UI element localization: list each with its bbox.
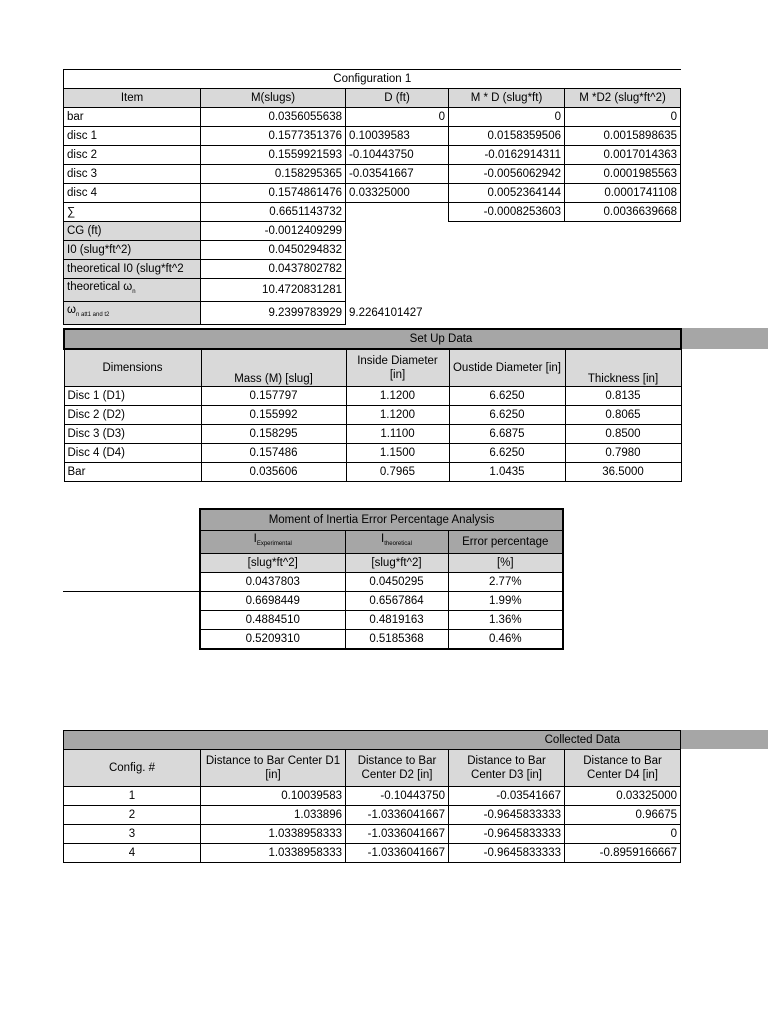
cell-d1: 1.0338958333: [201, 825, 346, 844]
cell-item: bar: [64, 108, 201, 127]
setup-header-dimensions: Dimensions: [64, 349, 201, 387]
cell-d3: -0.9645833333: [449, 844, 565, 863]
table-row: [64, 108, 681, 127]
cell-d: 0: [346, 108, 449, 127]
setup-header-outside-diameter: Oustide Diameter [in]: [449, 349, 565, 387]
divider-line: [63, 591, 200, 592]
table-row: [200, 630, 563, 650]
moi-title: Moment of Inertia Error Percentage Analysis: [200, 509, 563, 531]
omega-measured-value-2: 9.2264101427: [349, 306, 423, 319]
cell-dimension: Disc 2 (D2): [64, 406, 201, 425]
cell-theoretical: 0.0450295: [345, 573, 448, 592]
cell-d2: -0.10443750: [346, 787, 449, 806]
cell-config: 4: [64, 844, 201, 863]
cell-d2: -1.0336041667: [346, 844, 449, 863]
config1-header-row: [64, 89, 681, 108]
moi-header-row: [200, 531, 563, 554]
config1-header-d: D (ft): [346, 89, 449, 108]
theoretical-omega-value: 10.4720831281: [201, 279, 346, 302]
cell-mass: 0.035606: [201, 463, 346, 482]
cell-mass: 0.158295365: [201, 165, 346, 184]
collected-data-table: [63, 730, 681, 863]
collected-header-d1: Distance to Bar Center D1 [in]: [201, 750, 346, 787]
moi-header-experimental: $I_{Experimental}$: [200, 531, 345, 554]
cell-md2: 0.0017014363: [565, 146, 681, 165]
cell-inside-diameter: 1.1200: [346, 406, 449, 425]
table-row: [64, 787, 681, 806]
setup-header-inside-diameter: Inside Diameter [in]: [346, 349, 449, 387]
cell-experimental: 0.0437803: [200, 573, 345, 592]
config1-header-item: Item: [64, 89, 201, 108]
cell-item: disc 3: [64, 165, 201, 184]
omega-measured-value-1: 9.2399783929: [201, 302, 346, 325]
sum-md2: 0.0036639668: [565, 203, 681, 222]
cell-thickness: 0.8065: [565, 406, 681, 425]
cg-row: [64, 222, 681, 241]
cg-value: -0.0012409299: [201, 222, 346, 241]
config1-header-md: M * D (slug*ft): [449, 89, 565, 108]
cell-md2: 0: [565, 108, 681, 127]
cell-outside-diameter: 6.6250: [449, 444, 565, 463]
setup-header-row: [64, 349, 681, 387]
table-row: [64, 444, 681, 463]
cell-d2: -1.0336041667: [346, 806, 449, 825]
cell-experimental: 0.5209310: [200, 630, 345, 650]
moi-header-theoretical: $I_{theoretical}$: [345, 531, 448, 554]
cell-mass: 0.157486: [201, 444, 346, 463]
cell-error: 1.99%: [448, 592, 563, 611]
setup-header-thickness: Thickness [in]: [565, 349, 681, 387]
cell-error: 1.36%: [448, 611, 563, 630]
cell-d4: 0.03325000: [565, 787, 681, 806]
cell-md: 0: [449, 108, 565, 127]
cell-inside-diameter: 0.7965: [346, 463, 449, 482]
sum-row: [64, 203, 681, 222]
cell-d1: 0.10039583: [201, 787, 346, 806]
collected-title: Collected Data: [64, 731, 681, 750]
cell-mass: 0.1577351376: [201, 127, 346, 146]
collected-header-config: Config. #: [64, 750, 201, 787]
cell-d1: 1.033896: [201, 806, 346, 825]
table-row: [200, 611, 563, 630]
moi-unit: [%]: [448, 554, 563, 573]
cell-outside-diameter: 1.0435: [449, 463, 565, 482]
cell-d4: -0.8959166667: [565, 844, 681, 863]
moi-units-row: [200, 554, 563, 573]
sum-md: -0.0008253603: [449, 203, 565, 222]
table-row: [64, 184, 681, 203]
cell-config: 2: [64, 806, 201, 825]
configuration-1-table: [63, 69, 681, 325]
cell-error: 2.77%: [448, 573, 563, 592]
cell-theoretical: 0.4819163: [345, 611, 448, 630]
cell-item: disc 2: [64, 146, 201, 165]
cell-d: -0.10443750: [346, 146, 449, 165]
cell-d1: 1.0338958333: [201, 844, 346, 863]
config1-header-mass: M(slugs): [201, 89, 346, 108]
collected-header-row: [64, 750, 681, 787]
setup-data-table: [63, 328, 682, 482]
cell-md2: 0.0015898635: [565, 127, 681, 146]
cell-outside-diameter: 6.6875: [449, 425, 565, 444]
cell-item: disc 4: [64, 184, 201, 203]
theoretical-i0-value: 0.0437802782: [201, 260, 346, 279]
moi-unit: [slug*ft^2]: [345, 554, 448, 573]
cell-dimension: Disc 4 (D4): [64, 444, 201, 463]
omega-measured-label: $\omega_{n att1 and t2}$: [64, 302, 201, 325]
setup-header-mass: Mass (M) [slug]: [201, 349, 346, 387]
moi-error-table: [199, 508, 564, 650]
cell-md: -0.0162914311: [449, 146, 565, 165]
cell-md: -0.0056062942: [449, 165, 565, 184]
cell-dimension: Disc 1 (D1): [64, 387, 201, 406]
moi-unit: [slug*ft^2]: [200, 554, 345, 573]
collected-header-d3: Distance to Bar Center D3 [in]: [449, 750, 565, 787]
setup-title-band: [680, 328, 768, 349]
cell-d: -0.03541667: [346, 165, 449, 184]
sum-label: ∑: [64, 203, 201, 222]
cg-label: CG (ft): [64, 222, 201, 241]
collected-header-d2: Distance to Bar Center D2 [in]: [346, 750, 449, 787]
cell-experimental: 0.6698449: [200, 592, 345, 611]
cell-config: 1: [64, 787, 201, 806]
theoretical-i0-label: theoretical I0 (slug*ft^2: [64, 260, 201, 279]
cell-d4: 0.96675: [565, 806, 681, 825]
theoretical-i0-row: [64, 260, 681, 279]
cell-theoretical: 0.5185368: [345, 630, 448, 650]
table-row: [64, 146, 681, 165]
config1-title: Configuration 1: [64, 70, 681, 89]
cell-d: 0.10039583: [346, 127, 449, 146]
collected-header-d4: Distance to Bar Center D4 [in]: [565, 750, 681, 787]
cell-d3: -0.9645833333: [449, 806, 565, 825]
cell-error: 0.46%: [448, 630, 563, 650]
cell-item: disc 1: [64, 127, 201, 146]
theoretical-omega-label: theoretical $\omega_n$: [64, 279, 201, 302]
cell-mass: 0.1574861476: [201, 184, 346, 203]
table-row: [64, 165, 681, 184]
theoretical-omega-row: [64, 279, 681, 302]
cell-mass: 0.158295: [201, 425, 346, 444]
cell-theoretical: 0.6567864: [345, 592, 448, 611]
i0-label: I0 (slug*ft^2): [64, 241, 201, 260]
cell-dimension: Bar: [64, 463, 201, 482]
cell-outside-diameter: 6.6250: [449, 387, 565, 406]
sum-mass: 0.6651143732: [201, 203, 346, 222]
i0-value: 0.0450294832: [201, 241, 346, 260]
omega-measured-row: [64, 302, 681, 325]
cell-md: 0.0158359506: [449, 127, 565, 146]
cell-thickness: 0.7980: [565, 444, 681, 463]
cell-md2: 0.0001985563: [565, 165, 681, 184]
i0-row: [64, 241, 681, 260]
table-row: [64, 387, 681, 406]
cell-thickness: 0.8500: [565, 425, 681, 444]
cell-md2: 0.0001741108: [565, 184, 681, 203]
empty-cell: [346, 203, 449, 222]
cell-d: 0.03325000: [346, 184, 449, 203]
table-row: [64, 806, 681, 825]
cell-mass: 0.155992: [201, 406, 346, 425]
table-row: [64, 425, 681, 444]
cell-thickness: 36.5000: [565, 463, 681, 482]
table-row: [64, 825, 681, 844]
cell-inside-diameter: 1.1500: [346, 444, 449, 463]
table-row: [200, 592, 563, 611]
cell-md: 0.0052364144: [449, 184, 565, 203]
cell-d2: -1.0336041667: [346, 825, 449, 844]
cell-thickness: 0.8135: [565, 387, 681, 406]
cell-inside-diameter: 1.1200: [346, 387, 449, 406]
table-row: [64, 463, 681, 482]
table-row: [200, 573, 563, 592]
table-row: [64, 844, 681, 863]
collected-title-band: [680, 730, 768, 749]
setup-title: Set Up Data: [64, 329, 681, 349]
cell-d3: -0.03541667: [449, 787, 565, 806]
cell-outside-diameter: 6.6250: [449, 406, 565, 425]
cell-experimental: 0.4884510: [200, 611, 345, 630]
cell-mass: 0.0356055638: [201, 108, 346, 127]
cell-mass: 0.1559921593: [201, 146, 346, 165]
table-row: [64, 406, 681, 425]
cell-mass: 0.157797: [201, 387, 346, 406]
cell-d4: 0: [565, 825, 681, 844]
cell-inside-diameter: 1.1100: [346, 425, 449, 444]
moi-header-error: Error percentage: [448, 531, 563, 554]
table-row: [64, 127, 681, 146]
config1-header-md2: M *D2 (slug*ft^2): [565, 89, 681, 108]
cell-config: 3: [64, 825, 201, 844]
cell-dimension: Disc 3 (D3): [64, 425, 201, 444]
cell-d3: -0.9645833333: [449, 825, 565, 844]
